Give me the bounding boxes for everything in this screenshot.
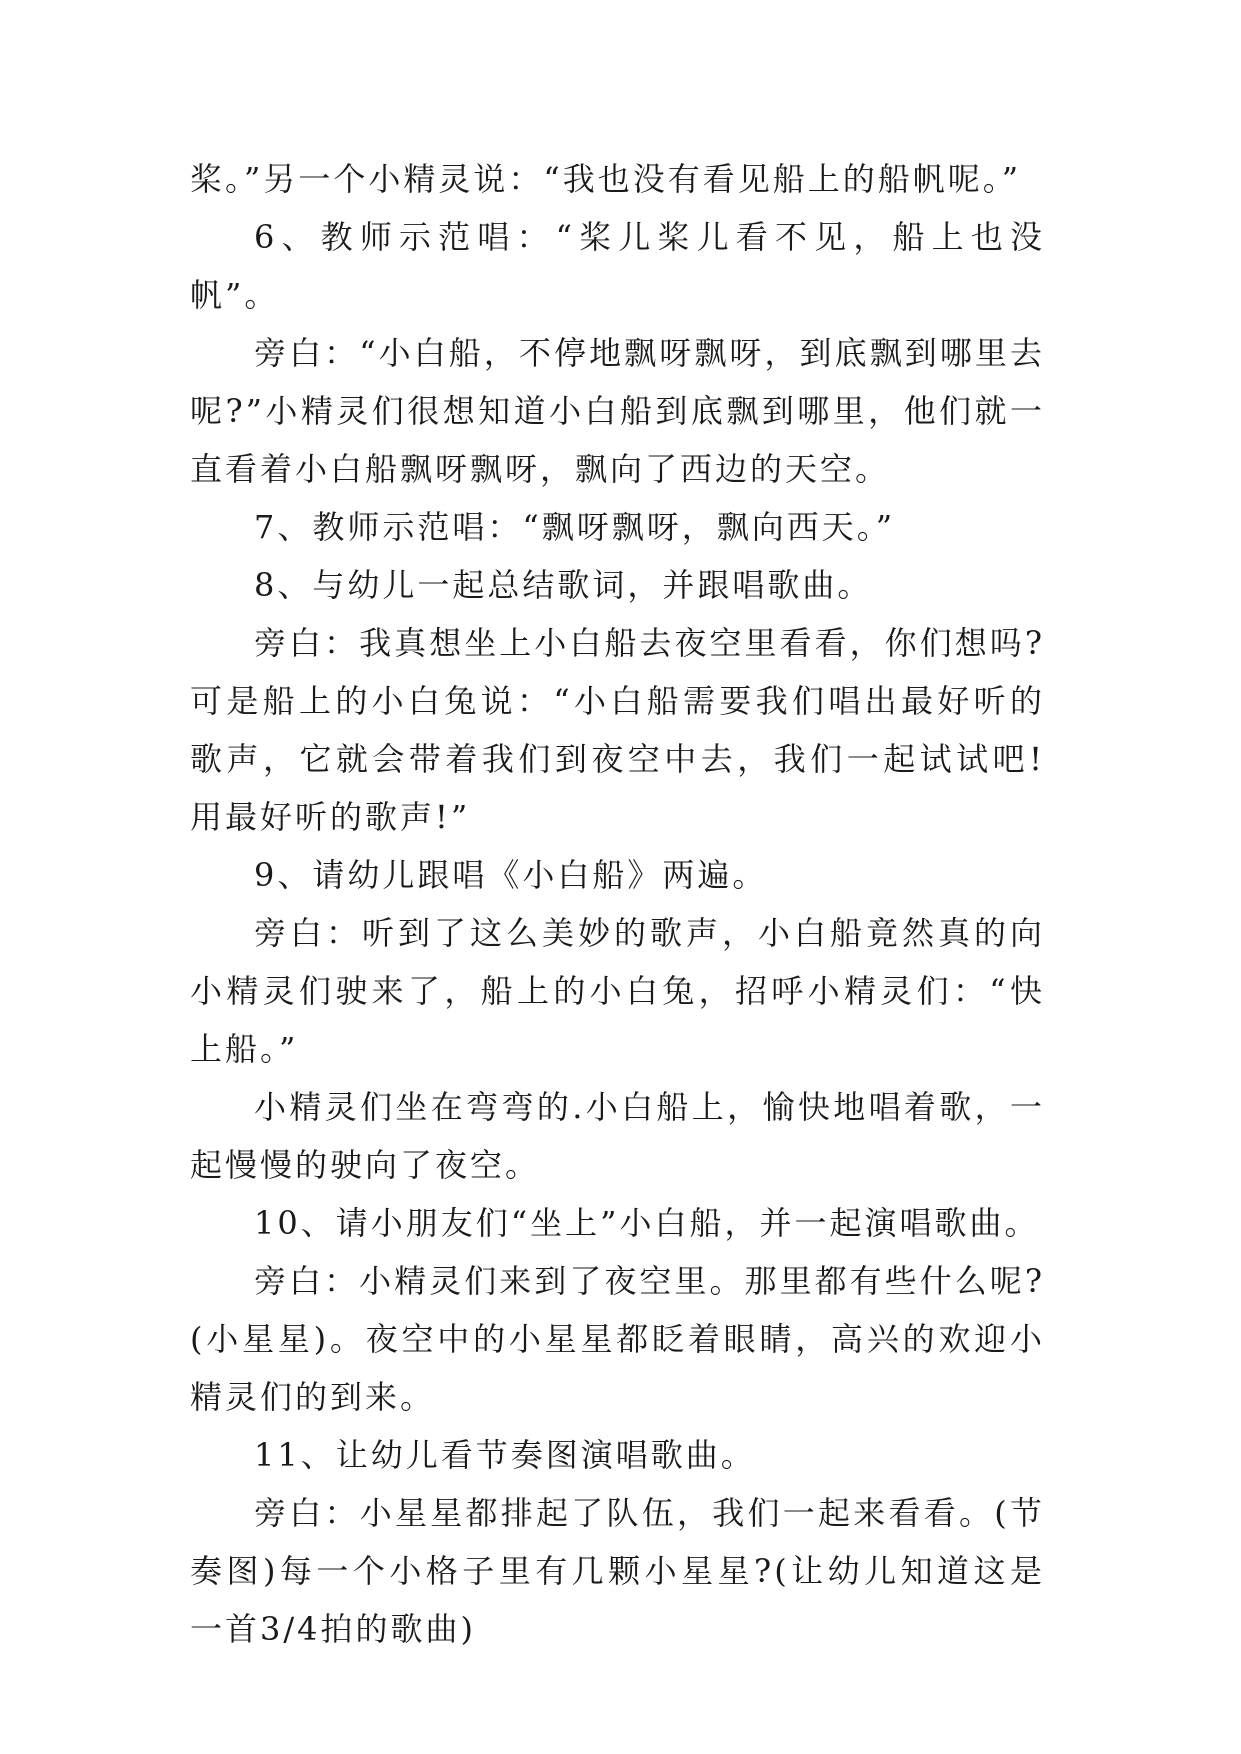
paragraph: 11、让幼儿看节奏图演唱歌曲。 — [254, 1436, 756, 1474]
paragraph: 小精灵们坐在弯弯的.小白船上，愉快地唱着歌，一起慢慢的驶向了夜空。 — [190, 1088, 1045, 1184]
paragraph: 桨。”另一个小精灵说：“我也没有看见船上的船帆呢。” — [190, 160, 1022, 198]
paragraph: 9、请幼儿跟唱《小白船》两遍。 — [254, 856, 768, 894]
paragraph: 旁白：“小白船，不停地飘呀飘呀，到底飘到哪里去呢?”小精灵们很想知道小白船到底飘到哪里，他们就一直看着小白船飘呀飘呀，飘向了西边的天空。 — [190, 334, 1045, 488]
paragraph: 10、请小朋友们“坐上”小白船，并一起演唱歌曲。 — [254, 1204, 1040, 1242]
paragraph: 8、与幼儿一起总结歌词，并跟唱歌曲。 — [254, 566, 873, 604]
paragraph: 旁白：听到了这么美妙的歌声，小白船竟然真的向小精灵们驶来了，船上的小白兔，招呼小精灵们：“快上船。” — [190, 914, 1045, 1068]
document-body — [190, 150, 1045, 1658]
paragraph: 旁白：小精灵们来到了夜空里。那里都有些什么呢?(小星星)。夜空中的小星星都眨着眼睛，高兴的欢迎小精灵们的到来。 — [190, 1262, 1045, 1416]
paragraph: 旁白：我真想坐上小白船去夜空里看看，你们想吗?可是船上的小白兔说：“小白船需要我们唱出最好听的歌声，它就会带着我们到夜空中去，我们一起试试吧!用最好听的歌声!” — [190, 624, 1045, 836]
paragraph: 旁白：小星星都排起了队伍，我们一起来看看。(节奏图)每一个小格子里有几颗小星星?(让幼儿知道这是一首3/4拍的歌曲) — [190, 1494, 1045, 1648]
paragraph: 7、教师示范唱：“飘呀飘呀，飘向西天。” — [254, 508, 896, 546]
paragraph: 6、教师示范唱：“桨儿桨儿看不见，船上也没帆”。 — [190, 218, 1045, 314]
